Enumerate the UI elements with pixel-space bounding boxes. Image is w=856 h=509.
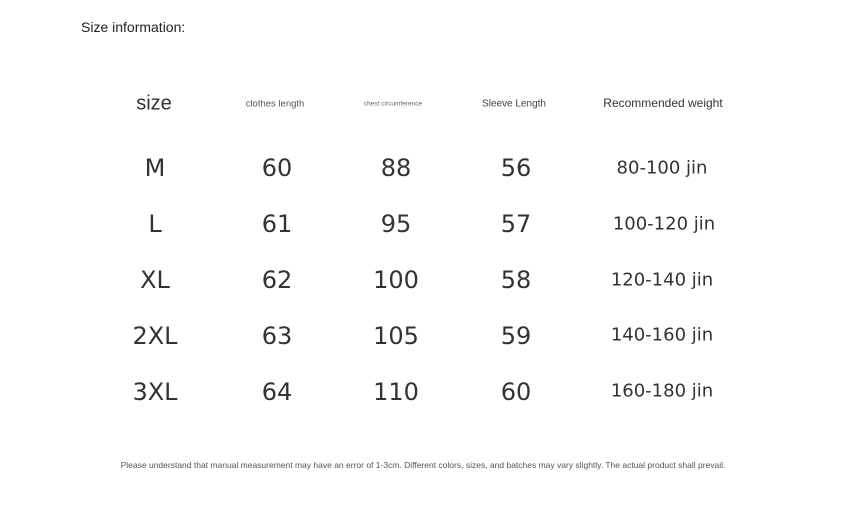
row-chest: 105 [373,322,419,350]
measurement-disclaimer: Please understand that manual measurement may have an error of 1-3cm. Different colors, sizes, and batches may vary slightly. The actual product shall prevail. [120,460,726,470]
row-length: 64 [261,378,293,406]
row-sleeve: 56 [500,154,532,182]
row-sleeve: 57 [500,210,532,238]
header-size: size [136,92,172,115]
row-length: 60 [261,154,293,182]
page-title: Size information: [81,19,186,35]
row-size: M [144,154,166,182]
row-chest: 95 [380,210,412,238]
header-sleeve-length: Sleeve Length [482,98,546,110]
row-sleeve: 58 [500,266,532,294]
row-size: XL [140,266,170,294]
row-chest: 110 [373,378,419,406]
row-size: 3XL [132,378,178,406]
row-size: L [148,210,162,238]
header-chest-circumference: chest circumference [363,100,423,108]
row-weight: 120-140 jin [610,269,714,291]
row-length: 61 [261,210,293,238]
row-weight: 160-180 jin [610,380,714,402]
row-sleeve: 60 [500,378,532,406]
row-size: 2XL [132,322,178,350]
row-sleeve: 59 [500,322,532,350]
row-weight: 140-160 jin [610,324,714,346]
row-length: 62 [261,266,293,294]
row-chest: 88 [380,154,412,182]
row-chest: 100 [373,266,419,294]
header-recommended-weight: Recommended weight [603,96,723,110]
row-weight: 80-100 jin [616,157,708,179]
header-clothes-length: clothes length [245,98,305,110]
row-weight: 100-120 jin [612,213,716,235]
row-length: 63 [261,322,293,350]
